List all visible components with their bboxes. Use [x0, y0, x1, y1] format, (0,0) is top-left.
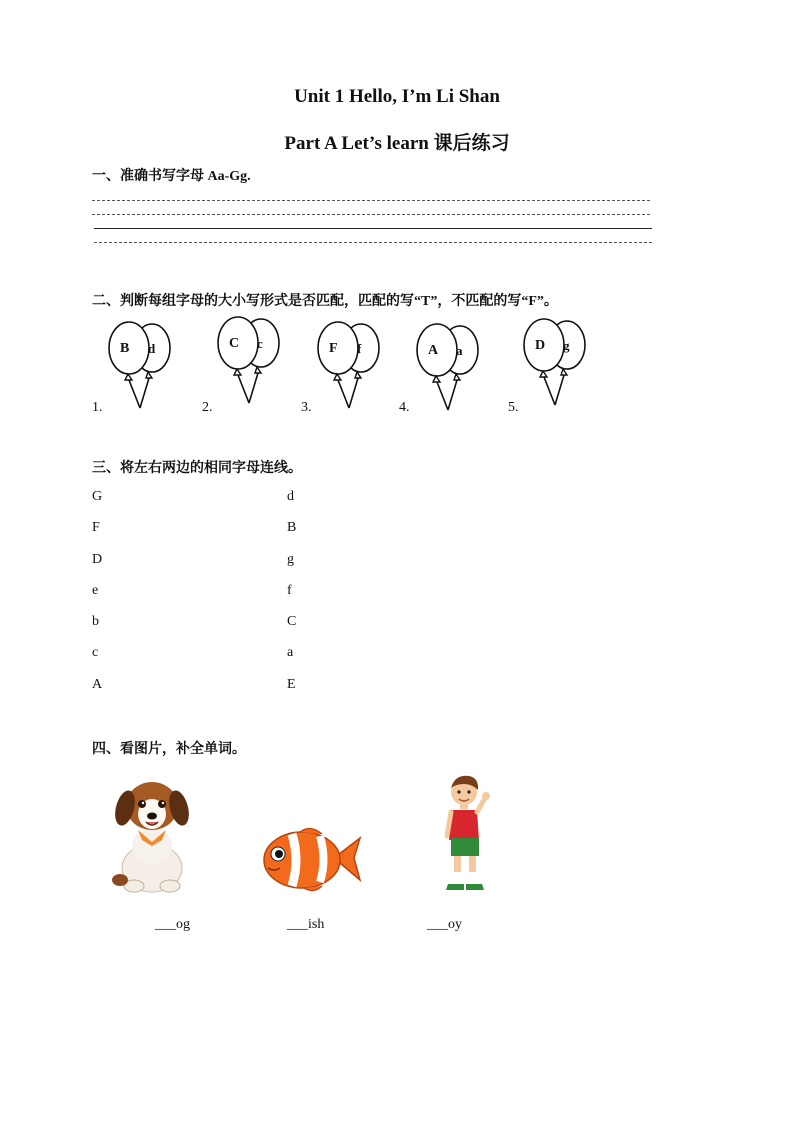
match-letter[interactable]: b	[92, 614, 99, 630]
fish-icon	[260, 824, 362, 892]
lowercase-letter: a	[456, 343, 463, 358]
balloon-pair-4	[412, 320, 492, 412]
match-letter[interactable]: B	[287, 520, 297, 536]
section-3-heading: 三、将左右两边的相同字母连线。	[92, 461, 302, 476]
question-number: 5.	[508, 400, 519, 415]
match-letter[interactable]: F	[92, 520, 100, 536]
writing-line	[92, 214, 650, 215]
balloon-pair-1	[104, 318, 184, 410]
balloons-icon	[213, 313, 293, 405]
match-letter[interactable]: d	[287, 489, 294, 504]
boy-icon	[440, 772, 494, 896]
question-number: 4.	[399, 400, 410, 415]
question-number: 1.	[92, 400, 103, 415]
word-blank-fish[interactable]: ___ish	[287, 917, 325, 932]
right-letter-column	[287, 489, 296, 708]
writing-line-baseline	[94, 228, 652, 229]
writing-line	[92, 200, 650, 201]
balloon-pair-3	[313, 318, 393, 410]
lowercase-letter: g	[563, 338, 570, 353]
uppercase-letter: C	[229, 336, 240, 351]
balloons-icon	[313, 318, 393, 410]
lowercase-letter: f	[357, 341, 362, 356]
dog-icon	[108, 768, 196, 894]
uppercase-letter: F	[329, 341, 338, 356]
uppercase-letter: A	[428, 343, 439, 358]
match-letter[interactable]: f	[287, 582, 292, 598]
match-letter[interactable]: C	[287, 614, 297, 630]
match-letter[interactable]: c	[92, 645, 99, 661]
balloons-icon	[412, 320, 492, 412]
uppercase-letter: D	[535, 338, 546, 353]
lowercase-letter: d	[148, 341, 156, 356]
balloons-icon	[519, 315, 599, 407]
section-1-heading: 一、准确书写字母 Aa-Gg.	[92, 169, 251, 184]
section-2-heading: 二、判断每组字母的大小写形式是否匹配，匹配的写“T”，不匹配的写“F”。	[92, 294, 558, 309]
balloon-pair-5	[519, 315, 599, 407]
match-letter[interactable]: E	[287, 676, 296, 692]
question-number: 3.	[301, 400, 312, 415]
uppercase-letter: B	[120, 341, 130, 356]
writing-line	[94, 242, 652, 243]
worksheet-title: Unit 1 Hello, I’m Li Shan	[294, 86, 500, 107]
worksheet-subtitle: Part A Let’s learn 课后练习	[284, 133, 510, 154]
word-blank-boy[interactable]: ___oy	[427, 917, 462, 932]
match-letter[interactable]: G	[92, 489, 103, 504]
left-letter-column	[92, 489, 102, 708]
match-letter[interactable]: A	[92, 676, 103, 692]
balloons-icon	[104, 318, 184, 410]
balloon-pair-2	[213, 313, 293, 405]
match-letter[interactable]: a	[287, 645, 294, 661]
match-letter[interactable]: D	[92, 551, 103, 567]
section-4-heading: 四、看图片，补全单词。	[92, 742, 246, 757]
word-blank-dog[interactable]: ___og	[155, 917, 190, 932]
lowercase-letter: c	[257, 336, 263, 351]
question-number: 2.	[202, 400, 213, 415]
match-letter[interactable]: g	[287, 551, 294, 567]
match-letter[interactable]: e	[92, 582, 99, 598]
